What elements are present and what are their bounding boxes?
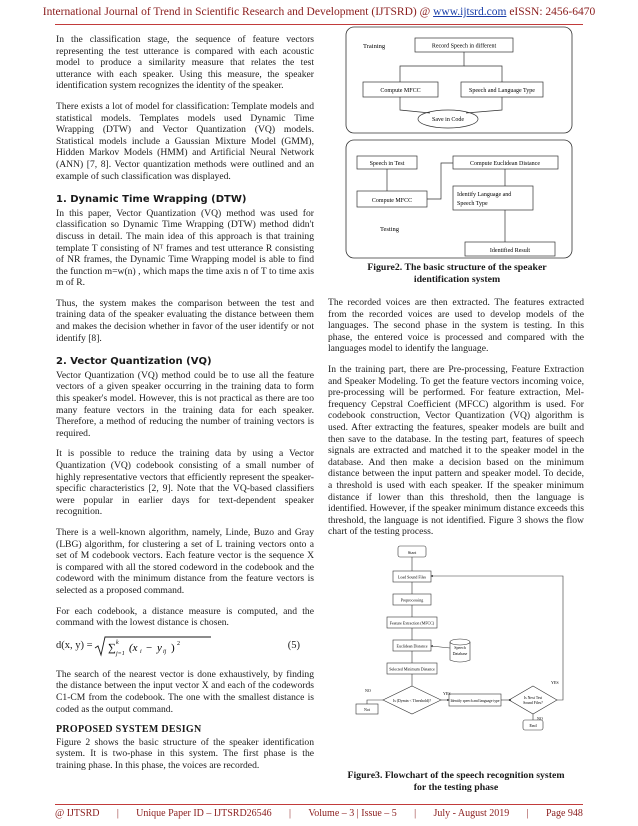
caption-line: for the testing phase bbox=[413, 781, 499, 793]
footer-sep: | bbox=[414, 808, 417, 819]
section-heading-dtw: 1. Dynamic Time Wrapping (DTW) bbox=[56, 194, 247, 206]
figure-2-diagram bbox=[345, 26, 573, 259]
svg-text:): ) bbox=[170, 641, 175, 654]
journal-title: International Journal of Trend in Scientific Research and Development (IJTSRD) @ bbox=[42, 6, 434, 18]
section-heading-proposed: PROPOSED SYSTEM DESIGN bbox=[56, 724, 202, 736]
paragraph: Figure 2 shows the basic structure of the speaker identification system. It is two-phase in this system. The first phase is the training phase. In this phase, the voices are recorded. bbox=[56, 736, 314, 771]
page-footer bbox=[55, 808, 583, 819]
feature-text: Feature Extraction (MFCC) bbox=[389, 620, 435, 626]
svg-text:∑: ∑ bbox=[107, 641, 116, 654]
speech-lang-text: Speech and Language Type bbox=[469, 88, 535, 94]
paragraph: The search of the nearest vector is done exhaustively, by finding the distance between the input vector X and each of the codewords C1-CM from the codebook. The one with the smallest distance is coded as the output command. bbox=[56, 668, 314, 715]
preproc-text: Preprocessing bbox=[400, 597, 424, 603]
header-rule bbox=[55, 24, 583, 25]
svg-text:(x: (x bbox=[128, 641, 138, 654]
equation-lhs: d(x, y) = bbox=[56, 639, 93, 651]
caption-line: identification system bbox=[413, 273, 501, 285]
footer-site: @ IJTSRD bbox=[55, 808, 100, 819]
paragraph: It is possible to reduce the training data by using a Vector Quantization (VQ) codebook consisting of a small number of highly representative vectors that efficiently represent the speaker-specific characteristics [2, 9]. Note that the VQ-based classifiers were popular in earlier days for text-dependent speaker recognition. bbox=[56, 448, 314, 518]
footer-paper-id: Unique Paper ID – IJTSRD26546 bbox=[136, 808, 272, 819]
figure-3-flowchart bbox=[355, 544, 567, 732]
footer-page: Page 948 bbox=[545, 808, 583, 819]
euclid-node-text: Euclidean Distance bbox=[396, 643, 428, 649]
no-label-1: NO bbox=[365, 688, 371, 693]
start-text: Start bbox=[407, 550, 417, 555]
journal-issn: eISSN: 2456-6470 bbox=[506, 6, 596, 18]
identify-text-1: Identify Language and bbox=[457, 192, 512, 198]
training-label: Training bbox=[363, 43, 386, 50]
db-text-2: Database bbox=[452, 651, 468, 656]
footer-sep: | bbox=[116, 808, 119, 819]
yes-label-1: YES bbox=[443, 691, 451, 696]
db-text-1: Speech bbox=[454, 645, 466, 650]
figure-2-caption bbox=[332, 262, 582, 285]
svg-text:ij: ij bbox=[162, 648, 166, 655]
svg-text:2: 2 bbox=[176, 640, 180, 647]
decision-text: Is (Dymin < Threshold)? bbox=[393, 699, 431, 703]
paragraph: There exists a lot of model for classification: Template models and statistical models. Templates models used Dynamic Time Wrapping (DTW) and Vector Quantization (VQ) models. Statistical models include a Gaussian Mixture Model (GMM), Hidden Markov Models (HMM) and Artificial Neural Network (ANN) [7, 8]. Vector quantization methods were outlined and an example of such classification was displayed. bbox=[56, 100, 314, 182]
caption-line: Figure2. The basic structure of the speaker bbox=[367, 262, 547, 273]
identify-text: Identify speech and language type bbox=[450, 699, 500, 703]
save-text: Save in Code bbox=[432, 117, 464, 123]
yes-label-2: YES bbox=[551, 680, 559, 685]
result-text: Identified Result bbox=[489, 248, 531, 254]
svg-text:y: y bbox=[156, 641, 162, 654]
paragraph: Thus, the system makes the comparison between the test and training data of the speaker evaluating the distance between them and makes the decision whether in favor of the user identify or not identify [8]. bbox=[56, 297, 314, 344]
mfcc-text-2: Compute MFCC bbox=[371, 198, 413, 204]
left-column bbox=[56, 34, 314, 780]
paragraph: The recorded voices are then extracted. The features extracted from the recorded voices are used to develop models of the languages. The second phase in the system is testing. In this phase, the entered voice is processed and compared with the languages model to identify the language. bbox=[328, 297, 584, 355]
svg-text:−: − bbox=[145, 641, 152, 654]
paragraph: There is a well-known algorithm, namely, Linde, Buzo and Gray (LBG) algorithm, for clustering a set of L training vectors onto a set of M codebook vectors. Each feature vector is the sequence X is compared with all the stored codeword in the codebook and the codeword with the minimum distance from the feature vectors is selected as a proposed command. bbox=[56, 526, 314, 596]
equation-distance bbox=[56, 635, 314, 657]
next-decision-node bbox=[509, 686, 557, 714]
paragraph: In the classification stage, the sequence of feature vectors representing the test utterance is compared with each acoustic model to produce a similarity measure that relates the test utterance with each speaker. Using this measure, the speaker identification system recognizes the identity of the speaker. bbox=[56, 34, 314, 92]
journal-header bbox=[0, 6, 638, 18]
mfcc-text-1: Compute MFCC bbox=[380, 88, 421, 94]
no-label-2: NO bbox=[537, 716, 543, 721]
footer-sep: | bbox=[289, 808, 292, 819]
load-text: Load Sound Files bbox=[397, 574, 427, 580]
paragraph: In the training part, there are Pre-processing, Feature Extraction and Speaker Modeling. To get the feature vectors incoming voice, pre-processing will be performed. For feature extraction, Mel-frequency Cepstral Coefficient (MFCC) algorithm is used. For codebook construction, Vector Quantization (VQ) algorithm is used. After extracting the features, speaker models are built and then save to the database. In the testing part, features of speech signals are extracted and matched it to the speaker model in the database. And then make a decision based on the minimum distance between the input pattern and speaker model. To decide, a threshold is used with each speaker. If the speaker minimum distance if lower than this threshold, then the language is identified. However, if the speaker minimum distance exceeds this threshold, the language is not identified. Figure 3 shows the flow chart of the testing process. bbox=[328, 363, 584, 538]
footer-volume: Volume – 3 | Issue – 5 bbox=[308, 808, 397, 819]
paragraph: Vector Quantization (VQ) method could be to use all the feature vectors of a given speaker occurring in the training data to form this speaker's model. However, this is not practical as there are too many feature vectors in the training data for each speaker. Therefore, a method of reducing the number of training vectors is required. bbox=[56, 369, 314, 439]
not-text: Not bbox=[364, 707, 370, 712]
footer-date: July - August 2019 bbox=[433, 808, 510, 819]
testing-label: Testing bbox=[380, 226, 400, 233]
paragraph: In this paper, Vector Quantization (VQ) method was used for classification so Dynamic Time Wrapping (DTW) method didn't discuss in detail. The main idea of this approach is that training template T consisting of Nᵀ frames and test utterance R consisting of NR frames, the Dynamic Time Wrapping model is able to find the function m=w(n) , which maps the time axis n of T to time axis m of R. bbox=[56, 207, 314, 289]
journal-link[interactable]: www.ijtsrd.com bbox=[433, 6, 507, 18]
section-heading-vq: 2. Vector Quantization (VQ) bbox=[56, 356, 212, 368]
svg-text:j=1: j=1 bbox=[115, 650, 125, 657]
footer-rule bbox=[55, 804, 583, 805]
equation-formula bbox=[93, 635, 213, 657]
next-text-2: Sound Files? bbox=[523, 701, 543, 705]
selected-text: Selected Minimum Distance bbox=[389, 666, 435, 672]
equation-number: (5) bbox=[287, 639, 300, 651]
speech-test-text: Speech in Test bbox=[369, 161, 405, 167]
footer-sep: | bbox=[526, 808, 529, 819]
identify-text-2: Speech Type bbox=[457, 201, 488, 207]
svg-text:i: i bbox=[139, 648, 142, 655]
paragraph: For each codebook, a distance measure is computed, and the command with the lowest distance is chosen. bbox=[56, 605, 314, 629]
next-text-1: Is Next Test bbox=[523, 696, 543, 700]
record-text: Record Speech in different bbox=[431, 43, 497, 50]
figure-3-caption bbox=[330, 770, 582, 793]
right-column bbox=[328, 297, 584, 547]
euclid-text: Compute Euclidean Distance bbox=[470, 161, 540, 167]
svg-text:k: k bbox=[115, 639, 119, 646]
caption-line: Figure3. Flowchart of the speech recognition system bbox=[347, 770, 565, 781]
end-text: End bbox=[529, 723, 537, 728]
